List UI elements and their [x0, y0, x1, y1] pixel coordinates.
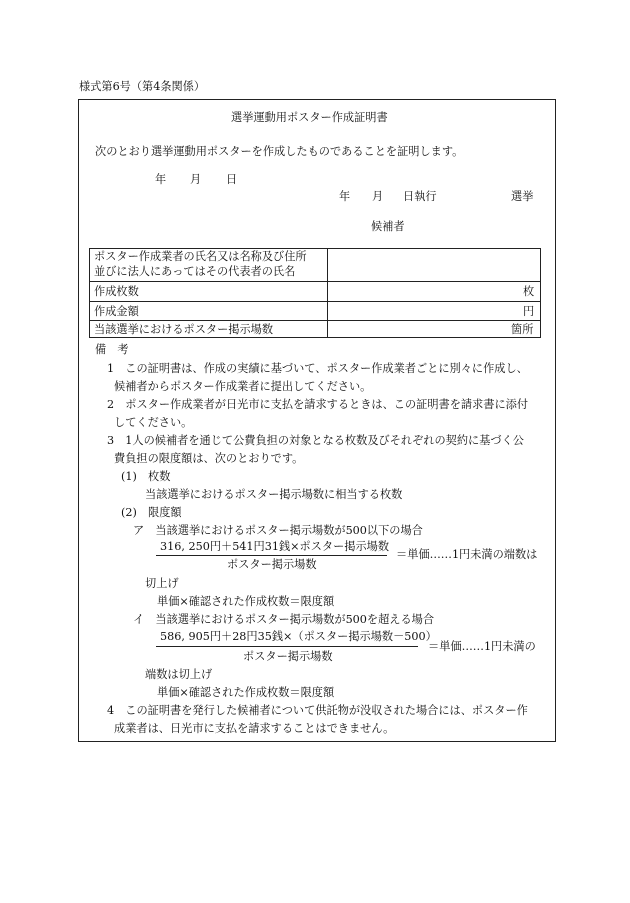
candidate-label: 候補者: [371, 220, 405, 233]
election-label: 選挙: [511, 190, 534, 203]
statement-text: 次のとおり選挙運動用ポスターを作成したものであることを証明します。: [95, 145, 464, 158]
sub1-text: 当該選挙におけるポスター掲示場数に相当する枚数: [145, 488, 403, 501]
case-i-result: ＝単価……1円未満の: [428, 640, 536, 653]
table-row3-label: 作成金額: [94, 305, 139, 318]
document-title: 選挙運動用ポスター作成証明書: [231, 111, 388, 124]
sub1-heading: (1) 枚数: [121, 470, 171, 483]
table-row2-unit: 枚: [523, 285, 535, 298]
sub2-heading: (2) 限度額: [121, 506, 182, 519]
table-row1-label-line1: ポスター作成業者の氏名又は名称及び住所: [94, 250, 307, 263]
case-i-fraction-bar: [156, 646, 418, 647]
table-row2-label: 作成枚数: [94, 285, 139, 298]
case-a-numerator: 316, 250円＋541円31銭×ポスター掲示場数: [160, 540, 390, 553]
election-month: 月: [372, 190, 384, 203]
case-i-heading: イ 当該選挙におけるポスター掲示場数が500を超える場合: [133, 613, 435, 626]
table-row4-label: 当該選挙におけるポスター掲示場数: [94, 323, 274, 336]
table-row4-unit: 箇所: [511, 323, 534, 336]
table-row3-unit: 円: [523, 305, 535, 318]
case-a-denominator: ポスター掲示場数: [227, 558, 317, 571]
case-a-heading: ア 当該選挙におけるポスター掲示場数が500以下の場合: [133, 524, 423, 537]
table-row-divider: [90, 301, 540, 302]
election-year: 年: [339, 190, 351, 203]
case-a-result: ＝単価……1円未満の端数は: [396, 548, 538, 561]
note4-line2: 成業者は、日光市に支払を請求することはできません。: [114, 722, 395, 735]
note1-line1: 1 この証明書は、作成の実績に基づいて、ポスター作成業者ごとに別々に作成し、: [107, 362, 528, 375]
table-row1-label-line2: 並びに法人にあってはその代表者の氏名: [94, 265, 296, 278]
case-a-continuation: 切上げ: [145, 577, 179, 590]
date-year: 年: [155, 173, 167, 186]
note2-line1: 2 ポスター作成業者が日光市に支払を請求するときは、この証明書を請求書に添付: [107, 398, 529, 411]
form-label: 様式第6号（第4条関係）: [79, 80, 206, 93]
note2-line2: してください。: [114, 416, 193, 429]
case-a-formula: 単価×確認された作成枚数＝限度額: [157, 595, 335, 608]
election-held-day: 日執行: [403, 190, 437, 203]
table-row-divider: [90, 281, 540, 282]
note1-line2: 候補者からポスター作成業者に提出してください。: [114, 380, 372, 393]
date-day: 日: [226, 173, 238, 186]
note4-line1: 4 この証明書を発行した候補者について供託物が没収された場合には、ポスター作: [107, 704, 528, 717]
table-column-divider: [327, 249, 328, 337]
case-i-continuation: 端数は切上げ: [145, 668, 213, 681]
table-row-divider: [90, 320, 540, 321]
case-i-numerator: 586, 905円＋28円35銭×（ポスター掲示場数－500）: [160, 630, 437, 643]
date-month: 月: [190, 173, 202, 186]
note3-line1: 3 1人の候補者を通じて公費負担の対象となる枚数及びそれぞれの契約に基づく公: [107, 434, 524, 447]
case-i-formula: 単価×確認された作成枚数＝限度額: [157, 686, 335, 699]
case-a-fraction-bar: [156, 555, 387, 556]
note3-line2: 費負担の限度額は、次のとおりです。: [114, 452, 304, 465]
remarks-heading: 備 考: [95, 343, 129, 356]
case-i-denominator: ポスター掲示場数: [243, 650, 333, 663]
